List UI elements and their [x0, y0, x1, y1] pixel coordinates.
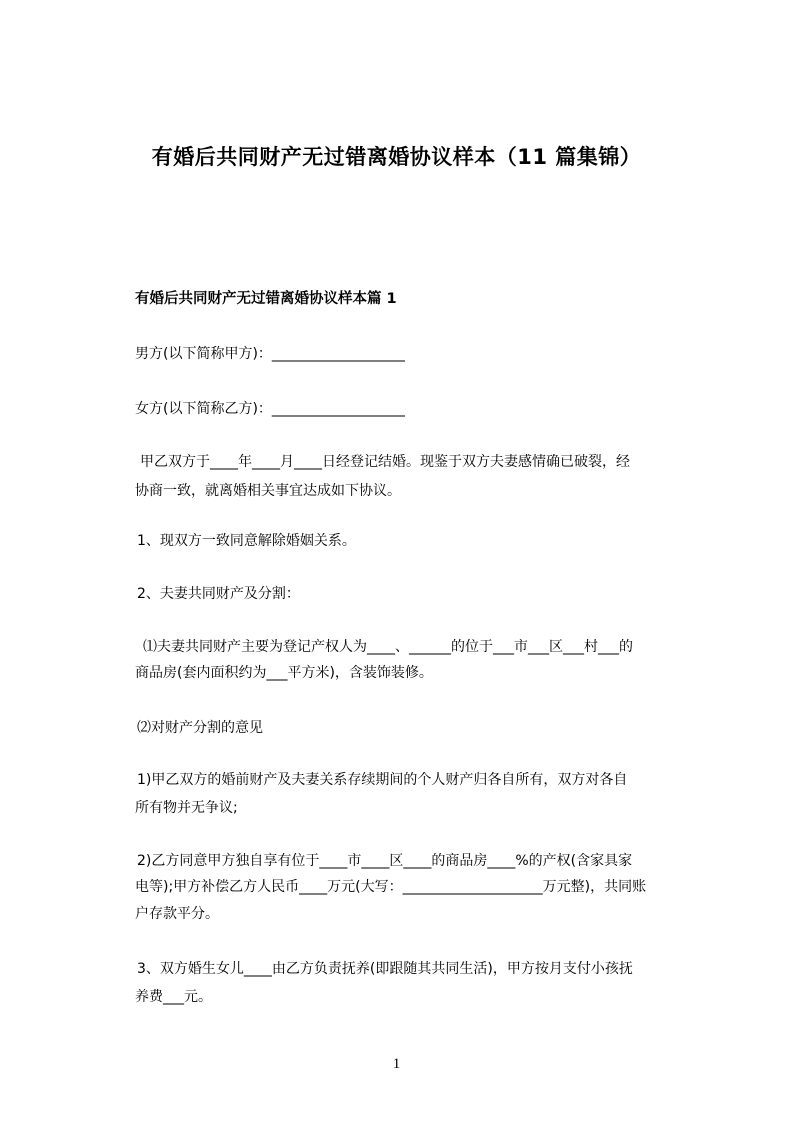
- clause-2-2: ⑵对财产分割的意见: [137, 720, 263, 736]
- intro-paragraph-line-1: 甲乙双方于____年____月____日经登记结婚。现鉴于双方夫妻感情确已破裂，经: [140, 454, 630, 470]
- clause-1: 1、现双方一致同意解除婚姻关系。: [137, 533, 356, 549]
- intro-paragraph-line-2: 协商一致，就离婚相关事宜达成如下协议。: [135, 483, 401, 499]
- wife-line: 女方(以下简称乙方)：___________________: [135, 401, 405, 417]
- section-heading: 有婚后共同财产无过错离婚协议样本篇 1: [135, 291, 397, 307]
- subclause-1-line-2: 所有物并无争议;: [135, 800, 238, 816]
- subclause-2-line-2: 电等);甲方补偿乙方人民币____万元(大写：____________________万元整)，共同账: [135, 879, 647, 895]
- clause-2-1-line-1: ⑴夫妻共同财产主要为登记产权人为____、______的位于___市___区___村___的: [143, 639, 633, 655]
- subclause-1-line-1: 1)甲乙双方的婚前财产及夫妻关系存续期间的个人财产归各自所有，双方对各自: [137, 772, 628, 788]
- clause-3-line-2: 养费___元。: [135, 989, 212, 1005]
- document-title: 有婚后共同财产无过错离婚协议样本（11 篇集锦）: [151, 145, 642, 169]
- husband-line: 男方(以下简称甲方)：___________________: [135, 346, 405, 362]
- clause-3-line-1: 3、双方婚生女儿____由乙方负责抚养(即跟随其共同生活)，甲方按月支付小孩抚: [137, 961, 633, 977]
- page-number: 1: [392, 1056, 401, 1072]
- subclause-2-line-3: 户存款平分。: [135, 906, 219, 922]
- subclause-2-line-1: 2)乙方同意甲方独自享有位于____市____区____的商品房____%的产权(含家具家: [137, 853, 633, 869]
- clause-2-1-line-2: 商品房(套内面积约为___平方米)，含装饰装修。: [135, 665, 433, 681]
- clause-2: 2、夫妻共同财产及分割：: [137, 586, 300, 602]
